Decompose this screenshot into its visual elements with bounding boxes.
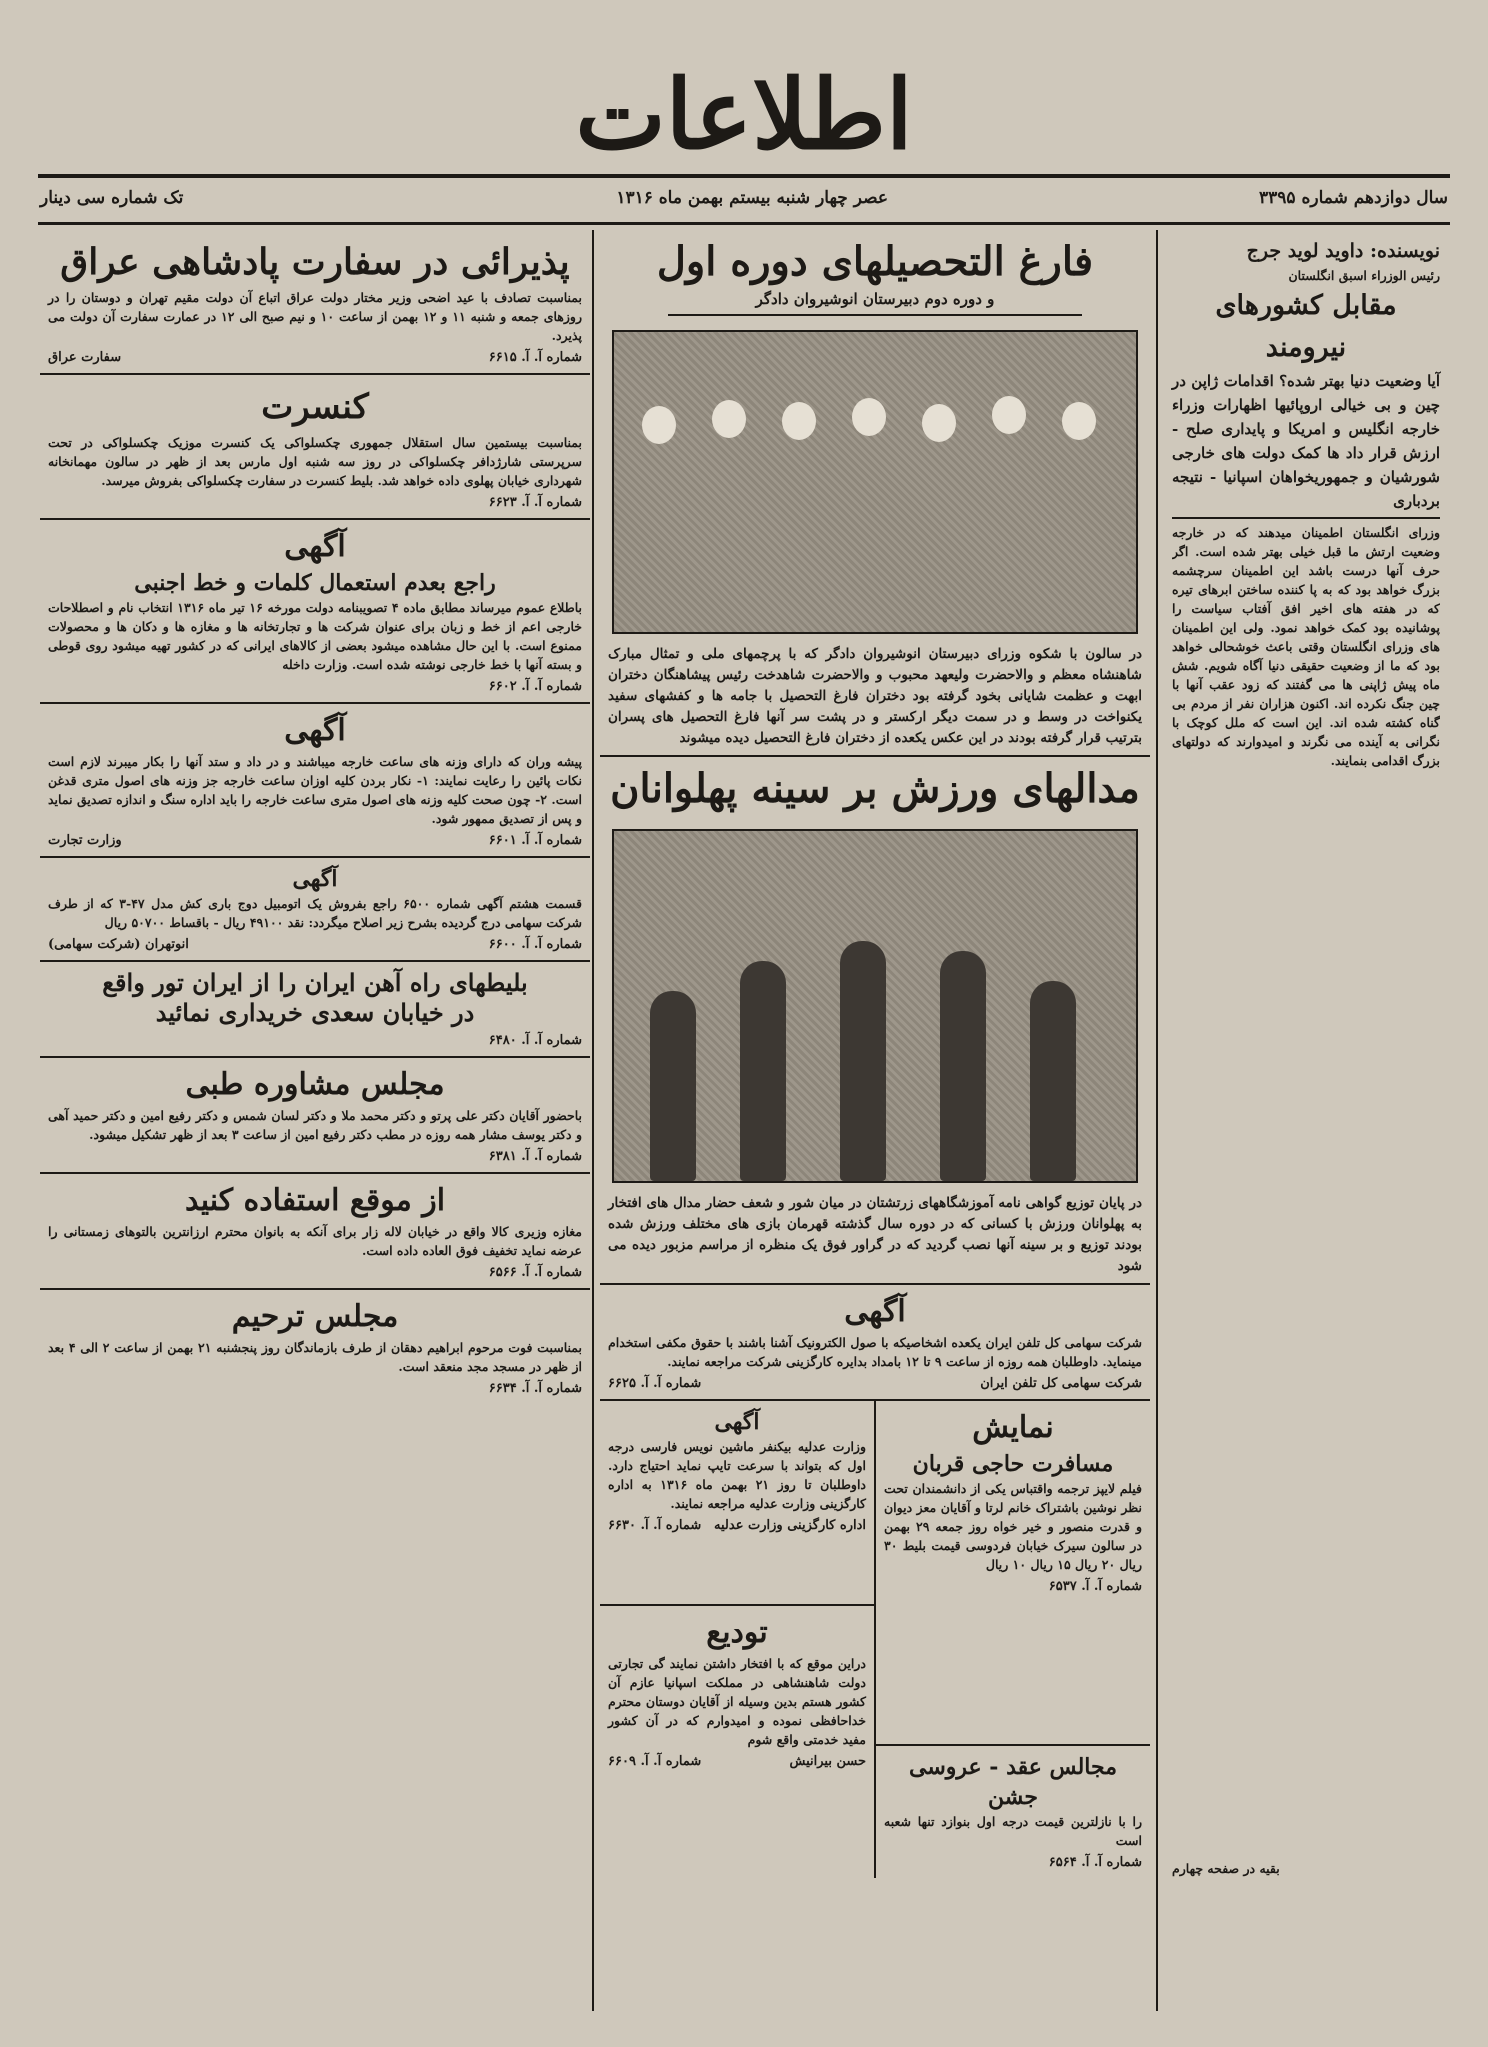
medals-photo bbox=[612, 829, 1138, 1183]
judiciary-sign: اداره کارگزینی وزارت عدلیه bbox=[714, 1518, 866, 1533]
weights-body: پیشه وران که دارای وزنه های ساعت خارجه میباشند و در داد و ستد آنها را بکار میبرند لازم است نکات پائین را رعایت نمایند: ۱- نکار بردن کلیه اوزان ساعت خارجه جز وزنه های اصول متری قدغن است. ۲- چون صحت کلیه وزنه های اصول متری ساعت خارجه را باید اداره سنگ و اندازه تصدیق نماید و پس از تصدیق ممهور شود. bbox=[48, 754, 582, 826]
medals-headline: مدالهای ورزش بر سینه پهلوانان bbox=[610, 765, 1140, 812]
telephone-ad-sign: شرکت سهامی کل تلفن ایران bbox=[980, 1376, 1142, 1391]
opportunity-ad bbox=[40, 1174, 590, 1290]
farewell-sign: حسن بیرانیش bbox=[789, 1754, 866, 1769]
article-deck: آیا وضعیت دنیا بهتر شده؟ اقدامات ژاپن در چین و بی خیالی اروپائیها اظهارات وزراء خارجه انگلیس و امریکا و پایداری صلح - ارزش قرار داد ها کمک دولت های خارجی شورشیان و جمهوریخواهان اسپانیا - نتیجه بردباری bbox=[1172, 372, 1440, 510]
judiciary-body: وزارت عدلیه بیکنفر ماشین نویس فارسی درجه اول که بتواند با سرعت تایپ نماید احتیاج دارد. داوطلبان تا روز ۲۱ بهمن ماه ۱۳۱۶ به اداره کارگزینی وزارت عدلیه مراجعه نمایند. bbox=[608, 1439, 866, 1511]
right-column bbox=[1164, 230, 1448, 2007]
medical-title: مجلس مشاوره طبی bbox=[185, 1067, 445, 1102]
concert-notice bbox=[40, 375, 590, 520]
concert-title: کنسرت bbox=[261, 387, 369, 427]
article-headline: مقابل کشورهای نیرومند bbox=[1215, 290, 1397, 363]
farewell-footer bbox=[608, 1753, 866, 1771]
telephone-ad bbox=[600, 1285, 1150, 1401]
auto-title: آگهی bbox=[292, 866, 338, 892]
show-subtitle: مسافرت حاجی قربان bbox=[912, 1451, 1114, 1477]
photo-figure bbox=[852, 398, 886, 436]
masthead-rule bbox=[38, 174, 1450, 178]
telephone-ad-body: شرکت سهامی کل تلفن ایران یکعده اشخاصیکه با صول الکترونیک آشنا باشند با حقوق مکفی استخدام مینماید. داوطلبان همه روزه از ساعت ۹ تا ۱۲ بامداد بدایره کارگزینی شرکت مراجعه نمایند. bbox=[608, 1335, 1142, 1369]
weights-title: آگهی bbox=[284, 713, 346, 748]
graduates-subhead: و دوره دوم دبیرستان انوشیروان دادگر bbox=[668, 288, 1082, 316]
center-bottom-row bbox=[600, 1401, 1150, 1878]
iraq-ref: شماره آ. آ. ۶۶۱۵ bbox=[488, 350, 582, 365]
column-divider-left bbox=[592, 230, 594, 2011]
photo-figure bbox=[840, 941, 886, 1181]
mourning-body: بمناسبت فوت مرحوم ابراهیم دهقان از طرف بازماندگان روز پنجشنبه ۲۱ بهمن از ساعت ۲ الی ۴ بعد از ظهر در مسجد مجد منعقد است. bbox=[48, 1340, 582, 1374]
dateline bbox=[40, 182, 1448, 218]
iraq-body: بمناسبت تصادف با عید اضحی وزیر مختار دولت عراق اتباع آن دولت مقیم تهران و دوستان را در روزهای جمعه و شنبه ۱۱ و ۱۲ بهمن از ساعت ۱۰ و نیم صبح الی ۱۲ در عمارت سفارت آن دولت می پذیرد. bbox=[48, 290, 582, 343]
deck-rule bbox=[1172, 517, 1440, 519]
graduates-headline: فارغ التحصیلهای دوره اول bbox=[656, 238, 1094, 285]
foreign-words-body: باطلاع عموم میرساند مطابق ماده ۴ تصویبنامه دولت مورخه ۱۶ تیر ماه ۱۳۱۶ انتخاب نام و اصطلاحات خارجی اعم از خط و زبان برای عنوان شرکت ها و تجارتخانه ها و مغازه ها و دکان ها و محصولات ممنوع است. با این حال مشاهده میشود بعضی از کالاهای ایرانی که در کشور تهیه میشود روی قوطی و بسته آنها با خط خارجی نوشته شده است. وزارت داخله bbox=[48, 600, 582, 672]
weights-sign: وزارت تجارت bbox=[48, 833, 122, 848]
masthead bbox=[0, 60, 1488, 170]
concert-body: بمناسبت بیستمین سال استقلال جمهوری چکسلواکی یک کنسرت موزیک چکسلواکی در تحت سرپرستی شارژدافر چکسلواکی در روز سه شنبه اول مارس بعد از ظهر در سالون مهمانخانه شهرداری خیابان پهلوی داده خواهد شد. بلیط کنسرت در سفارت چکسلواکی بفروش میرسد. bbox=[48, 435, 582, 488]
foreign-words-notice bbox=[40, 520, 590, 704]
graduates-photo bbox=[612, 330, 1138, 634]
auto-notice bbox=[40, 858, 590, 962]
mourning-ref: شماره آ. آ. ۶۶۳۴ bbox=[488, 1381, 582, 1396]
photo-figure bbox=[992, 396, 1026, 434]
opportunity-body: مغازه وزیری کالا واقع در خیابان لاله زار برای آنکه به بانوان محترم ارزانترین بالتوهای زمستانی را عرضه نماید تخفیف فوق العاده داده است. bbox=[48, 1224, 582, 1258]
article-continued: بقیه در صفحه چهارم bbox=[1172, 1861, 1280, 1876]
medical-ad bbox=[40, 1058, 590, 1174]
weights-ref: شماره آ. آ. ۶۶۰۱ bbox=[488, 833, 582, 848]
photo-figure bbox=[740, 961, 786, 1181]
show-title: نمایش bbox=[972, 1410, 1054, 1445]
telephone-ad-ref: شماره آ. آ. ۶۶۲۵ bbox=[608, 1376, 702, 1391]
medical-ref: شماره آ. آ. ۶۳۸۱ bbox=[488, 1149, 582, 1164]
left-column bbox=[40, 230, 590, 2007]
wedding-ref: شماره آ. آ. ۶۵۶۴ bbox=[1048, 1855, 1142, 1870]
iraq-headline: پذیرائی در سفارت پادشاهی عراق bbox=[60, 241, 570, 283]
mourning-notice bbox=[40, 1290, 590, 1404]
masthead-title: اطلاعات bbox=[575, 58, 913, 171]
concert-ref: شماره آ. آ. ۶۶۲۳ bbox=[488, 495, 582, 510]
iraq-sign: سفارت عراق bbox=[48, 350, 122, 365]
judiciary-ad bbox=[600, 1401, 874, 1606]
photo-figure bbox=[650, 991, 696, 1181]
weights-footer bbox=[48, 832, 582, 850]
railway-ad bbox=[40, 962, 590, 1058]
farewell-body: دراین موقع که با افتخار داشتن نمایند گی تجارتی دولت شاهنشاهی در مملکت اسپانیا عازم آن کشور هستم بدین وسیله از آقایان دوستان محترم خداحافظی نموده و امیدوارم که در آن کشور مفید خدمتی واقع شوم bbox=[608, 1656, 866, 1747]
judiciary-ref: شماره آ. آ. ۶۶۳۰ bbox=[608, 1518, 702, 1533]
judiciary-footer bbox=[608, 1517, 866, 1535]
photo-figure bbox=[642, 406, 676, 444]
auto-sign: انوتهران (شرکت سهامی) bbox=[48, 937, 189, 952]
graduates-story bbox=[600, 230, 1150, 757]
article-lloyd-george bbox=[1164, 230, 1448, 1884]
photo-figure bbox=[782, 402, 816, 440]
wedding-title: مجالس عقد - عروسی جشن bbox=[908, 1754, 1117, 1810]
telephone-ad-title: آگهی bbox=[844, 1294, 906, 1329]
auto-body: قسمت هشتم آگهی شماره ۶۵۰۰ راجع بفروش یک اتومبیل دوج باری کش مدل ۴۷-۳ که از طرف شرکت سهامی درج گردیده بشرح زیر اصلاح میگردد: نقد ۴۹۱۰۰ ریال - باقساط ۵۰۷۰۰ ریال bbox=[48, 896, 582, 930]
iraq-footer bbox=[48, 349, 582, 367]
medals-story bbox=[600, 757, 1150, 1285]
railway-ref: شماره آ. آ. ۶۴۸۰ bbox=[488, 1033, 582, 1048]
foreign-words-ref: شماره آ. آ. ۶۶۰۲ bbox=[488, 679, 582, 694]
opportunity-ref: شماره آ. آ. ۶۵۶۶ bbox=[488, 1265, 582, 1280]
wedding-body: را با نازلترین قیمت درجه اول بنوازد تنها شعبه است bbox=[884, 1814, 1142, 1848]
foreign-words-title: آگهی bbox=[284, 529, 346, 564]
show-body: فیلم لایپز ترجمه واقتباس یکی از دانشمندان تحت نظر نوشین باشتراک خانم لرتا و آقایان معز دیوان و قدرت منصور و خیر خواه روز جمعه ۲۹ بهمن در سالون سیرک خیابان فردوسی قیمت بلیط ۳۰ ریال ۲۰ ریال ۱۵ ریال ۱۰ ریال bbox=[884, 1481, 1142, 1572]
graduates-caption: در سالون با شکوه وزرای دبیرستان انوشیروان دادگر که با پرچمهای ملی و تمثال مبارک شاهنشاه معظم و والاحضرت ولیعهد محبوب و والاحضرت شاهدخت رئیس پیشاهنگان دختران ابهت و عظمت شایانی بخود گرفته بود دختران فارغ التحصیل با جامه ها و کفشهای سفید یکنواخت در وسط و در سمت دیگر ارکستر و در پشت سر آنها فارغ التحصیل های پسران بترتیب قرار گرفته بودند در این عکس یکعده از دختران فارغ التحصیل دیده میشوند bbox=[608, 646, 1142, 746]
show-ad bbox=[876, 1401, 1150, 1746]
article-body: وزرای انگلستان اطمینان میدهند که در خارجه وضعیت ارتش ما قبل خیلی بهتر شده است. اگر حرف آنها درست باشد این اطمینان سرچشمه بزرگ خواهد بود که به پا کننده ساختن ابرهای تیره که در هفته های اخیر افق آفتاب سیاست را پوشانیده بود کمک خواهد نمود. ولی این اطمینان های وزرای انگلستان وقتی باعث خوشحالی خواهد بود که ما از وضعیت حقیقی دنیا آگاه شویم. شش ماه پیش ژاپنی ها می گفتند که زود عقب آنها با چین جنگ نکرده اند. اکنون هزاران نفر از مردم بی گناه کشته شده اند. این است که ملل کوچک با نگرانی به آینده می نگرند و امیدوارند که دولتهای بزرگ اقدامی بنمایند. bbox=[1172, 525, 1440, 768]
farewell-title: تودیع bbox=[706, 1615, 768, 1650]
telephone-ad-footer bbox=[608, 1375, 1142, 1393]
issue-number: سال دوازدهم شماره ۳۳۹۵ bbox=[1259, 188, 1448, 208]
foreign-words-subtitle: راجع بعدم استعمال کلمات و خط اجنبی bbox=[134, 570, 496, 596]
railway-title-2: در خیابان سعدی خریداری نمائید bbox=[155, 998, 475, 1027]
dateline-rule bbox=[38, 222, 1450, 225]
center-bottom-right bbox=[874, 1401, 1150, 1878]
issue-price: تک شماره سی دینار bbox=[40, 188, 184, 208]
medals-caption: در پایان توزیع گواهی نامه آموزشگاههای زرتشتان در میان شور و شعف حضار مدال های افتخار به پهلوانان ورزش با کسانی که در دوره سال گذشته قهرمان بازی های مختلف ورزش شده بودند توزیع و بر سینه آنها نصب گردید که در گراور فوق یک منظره از مراسم مزبور دیده می شود bbox=[608, 1195, 1142, 1274]
photo-figure bbox=[712, 400, 746, 438]
iraq-embassy-notice bbox=[40, 230, 590, 375]
railway-title: بلیطهای راه آهن ایران را از ایران تور واقع bbox=[102, 968, 528, 997]
photo-figure bbox=[922, 404, 956, 442]
judiciary-title: آگهی bbox=[714, 1409, 760, 1435]
opportunity-title: از موقع استفاده کنید bbox=[184, 1183, 446, 1218]
wedding-ad bbox=[876, 1746, 1150, 1878]
article-author-title: رئیس الوزراء اسبق انگلستان bbox=[1288, 268, 1440, 283]
show-ref: شماره آ. آ. ۶۵۳۷ bbox=[1048, 1579, 1142, 1594]
mourning-title: مجلس ترحیم bbox=[231, 1299, 399, 1334]
auto-ref: شماره آ. آ. ۶۶۰۰ bbox=[488, 937, 582, 952]
auto-footer bbox=[48, 936, 582, 954]
farewell-ref: شماره آ. آ. ۶۶۰۹ bbox=[608, 1754, 702, 1769]
center-bottom-left bbox=[600, 1401, 874, 1878]
weights-notice bbox=[40, 704, 590, 858]
center-column bbox=[600, 230, 1150, 2007]
farewell-notice bbox=[600, 1606, 874, 1777]
article-author: نویسنده: داوید لوید جرج bbox=[1246, 240, 1440, 262]
medical-body: باحضور آقایان دکتر علی پرتو و دکتر محمد ملا و دکتر لسان شمس و دکتر رفیع امین و دکتر حمید آهی و دکتر یوسف مشار همه روزه در مطب دکتر رفیع امین از ساعت ۳ بعد از ظهر تشکیل میشود. bbox=[48, 1108, 582, 1142]
column-divider-right bbox=[1156, 230, 1158, 2011]
photo-figure bbox=[940, 951, 986, 1181]
photo-figure bbox=[1062, 402, 1096, 440]
issue-date: عصر چهار شنبه بیستم بهمن ماه ۱۳۱۶ bbox=[616, 188, 888, 208]
photo-figure bbox=[1030, 981, 1076, 1181]
